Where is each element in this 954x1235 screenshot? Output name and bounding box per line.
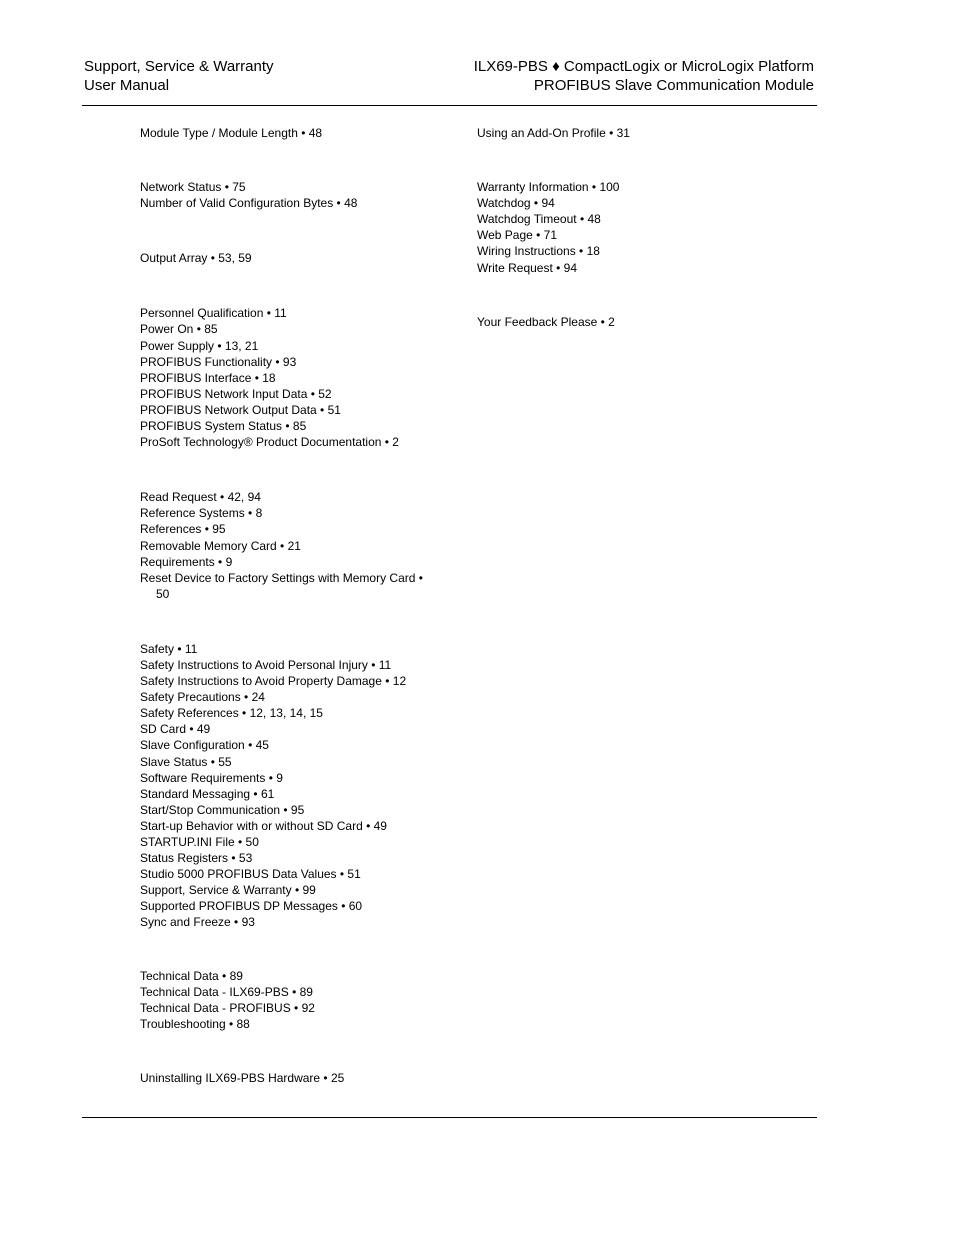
index-entry[interactable]: Status Registers • 53 <box>140 851 253 866</box>
index-entry[interactable]: STARTUP.INI File • 50 <box>140 835 259 849</box>
index-entry[interactable] <box>140 570 460 602</box>
index-group-u <box>140 1070 460 1086</box>
header-section-title: Support, Service & Warranty <box>84 58 274 75</box>
index-group-r <box>140 489 460 602</box>
header-product-title: ILX69-PBS ♦ CompactLogix or MicroLogix Platform <box>473 58 814 75</box>
index-group-o <box>140 250 460 266</box>
index-entry[interactable]: Troubleshooting • 88 <box>140 1016 250 1031</box>
index-entry[interactable]: Power On • 85 <box>140 322 218 337</box>
index-group-p <box>140 305 460 450</box>
index-entry[interactable]: Requirements • 9 <box>140 554 233 569</box>
index-entry[interactable]: Safety Instructions to Avoid Personal Injury • 11 <box>140 657 392 672</box>
index-entry[interactable]: Watchdog Timeout • 48 <box>477 212 601 227</box>
index-entry[interactable]: Technical Data • 89 <box>140 968 243 983</box>
index-entry[interactable]: Watchdog • 94 <box>477 196 555 211</box>
index-entry[interactable]: SD Card • 49 <box>140 722 211 737</box>
header-left <box>84 57 274 95</box>
index-entry[interactable]: Safety Instructions to Avoid Property Damage • 12 <box>140 674 407 689</box>
index-entry[interactable]: Studio 5000 PROFIBUS Data Values • 51 <box>140 867 361 882</box>
index-entry[interactable]: Support, Service & Warranty • 99 <box>140 883 316 898</box>
index-entry-text: Reset Device to Factory Settings with Memory Card • <box>140 570 423 585</box>
index-entry[interactable]: Your Feedback Please • 2 <box>477 314 615 329</box>
index-entry[interactable]: Module Type / Module Length • 48 <box>140 126 323 140</box>
index-entry[interactable]: Software Requirements • 9 <box>140 770 283 785</box>
index-entry[interactable]: Personnel Qualification • 11 <box>140 306 287 321</box>
index-entry[interactable]: Technical Data - PROFIBUS • 92 <box>140 1000 315 1015</box>
index-entry[interactable]: Sync and Freeze • 93 <box>140 915 255 930</box>
header-product-subtitle: PROFIBUS Slave Communication Module <box>533 77 814 94</box>
index-column-right <box>477 125 797 330</box>
index-entry[interactable]: References • 95 <box>140 522 226 537</box>
index-entry[interactable]: Slave Configuration • 45 <box>140 738 269 753</box>
index-entry[interactable]: PROFIBUS Network Output Data • 51 <box>140 402 341 417</box>
index-group-n <box>140 179 460 211</box>
index-entry[interactable]: PROFIBUS Functionality • 93 <box>140 354 297 369</box>
index-entry[interactable]: Output Array • 53, 59 <box>140 251 252 266</box>
index-entry[interactable]: Technical Data - ILX69-PBS • 89 <box>140 984 313 999</box>
index-entry[interactable]: ProSoft Technology® Product Documentation • 2 <box>140 435 399 450</box>
index-entry[interactable]: Safety • 11 <box>140 641 198 656</box>
index-group-m <box>140 125 460 141</box>
index-entry[interactable]: Standard Messaging • 61 <box>140 786 275 801</box>
index-entry[interactable]: PROFIBUS System Status • 85 <box>140 419 307 434</box>
index-group-w <box>477 179 797 276</box>
index-entry[interactable]: Read Request • 42, 94 <box>140 490 261 505</box>
index-entry[interactable]: Supported PROFIBUS DP Messages • 60 <box>140 899 363 914</box>
index-entry-page: 50 <box>156 586 170 601</box>
index-entry[interactable]: Uninstalling ILX69-PBS Hardware • 25 <box>140 1070 345 1085</box>
index-entry[interactable]: Using an Add-On Profile • 31 <box>477 126 630 140</box>
index-entry[interactable]: Number of Valid Configuration Bytes • 48 <box>140 196 358 211</box>
header-divider <box>82 105 817 106</box>
header-doc-type: User Manual <box>84 77 170 94</box>
index-entry[interactable]: Wiring Instructions • 18 <box>477 244 600 259</box>
index-entry[interactable]: Start/Stop Communication • 95 <box>140 802 305 817</box>
index-entry[interactable]: PROFIBUS Interface • 18 <box>140 370 276 385</box>
index-entry[interactable]: Start-up Behavior with or without SD Card • 49 <box>140 818 387 833</box>
index-entry[interactable]: Web Page • 71 <box>477 228 558 243</box>
index-entry[interactable]: Reference Systems • 8 <box>140 506 263 521</box>
footer-divider <box>82 1117 817 1118</box>
index-group-u <box>477 125 797 141</box>
index-entry[interactable]: Network Status • 75 <box>140 180 246 195</box>
index-entry[interactable]: Safety References • 12, 13, 14, 15 <box>140 706 323 721</box>
index-group-y <box>477 314 797 330</box>
index-entry[interactable]: Power Supply • 13, 21 <box>140 338 259 353</box>
index-entry[interactable]: Warranty Information • 100 <box>477 180 620 195</box>
header-right <box>474 57 814 95</box>
index-entry[interactable]: PROFIBUS Network Input Data • 52 <box>140 386 332 401</box>
index-entry[interactable]: Safety Precautions • 24 <box>140 690 265 705</box>
index-group-t <box>140 968 460 1032</box>
index-group-s <box>140 641 460 931</box>
index-column-left <box>140 125 460 1086</box>
index-entry[interactable]: Removable Memory Card • 21 <box>140 538 301 553</box>
index-entry[interactable]: Write Request • 94 <box>477 260 578 275</box>
index-entry[interactable]: Slave Status • 55 <box>140 754 232 769</box>
